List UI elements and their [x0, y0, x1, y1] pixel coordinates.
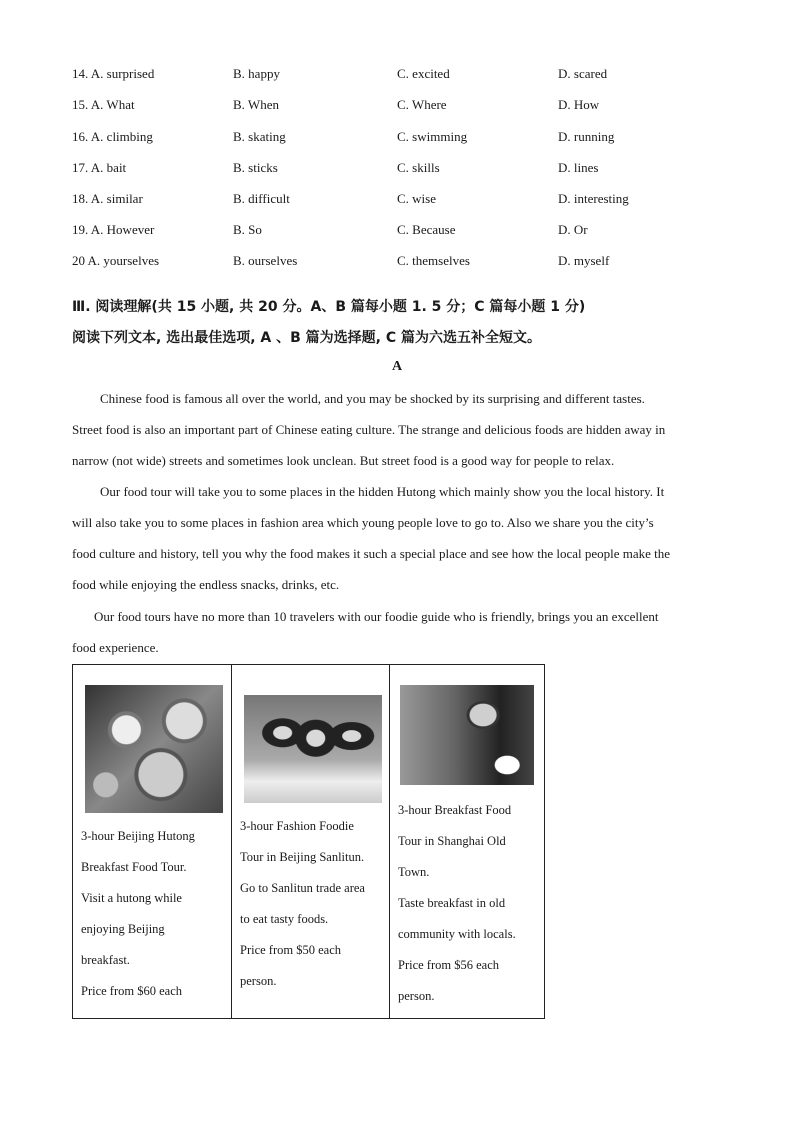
option-c: C. Where	[397, 97, 447, 112]
question-17-options	[0, 160, 794, 180]
question-18-options	[0, 191, 794, 211]
question-15-options	[0, 97, 794, 117]
passage-paragraph-1	[72, 383, 722, 476]
tour-line: Breakfast Food Tour.	[81, 860, 187, 874]
tour-line: breakfast.	[81, 953, 130, 967]
option-b: B. ourselves	[233, 253, 298, 268]
option-d: D. interesting	[558, 191, 629, 206]
option-num: 20 A. yourselves	[72, 253, 160, 268]
tour-description	[398, 795, 516, 1012]
option-d: D. How	[558, 97, 600, 112]
passage-line: narrow (not wide) streets and sometimes look unclean. But street food is a good way for people to relax.	[72, 453, 615, 468]
passage-paragraph-2	[72, 476, 722, 600]
tour-line: Tour in Shanghai Old	[398, 834, 506, 848]
option-c: C. skills	[397, 160, 440, 175]
option-b: B. difficult	[233, 191, 290, 206]
section-heading: Ⅲ. 阅读理解(共 15 小题, 共 20 分。A、B 篇每小题 1. 5 分；C 篇每小题 1 分)	[72, 299, 586, 315]
option-num: 15. A. What	[72, 97, 135, 112]
passage-line: food while enjoying the endless snacks, drinks, etc.	[72, 577, 340, 592]
tour-cell-shanghai	[390, 665, 545, 1019]
tour-cell-beijing-hutong	[73, 665, 232, 1019]
tour-line: 3-hour Breakfast Food	[398, 803, 512, 817]
option-b: B. When	[233, 97, 279, 112]
tour-line: person.	[240, 974, 277, 988]
option-d: D. scared	[558, 66, 608, 81]
tour-line: Taste breakfast in old	[398, 896, 506, 910]
tour-line: Price from $50 each	[240, 943, 342, 957]
tour-cell-sanlitun	[232, 665, 390, 1019]
option-num: 17. A. bait	[72, 160, 127, 175]
question-16-options	[0, 129, 794, 149]
tour-line: 3-hour Fashion Foodie	[240, 819, 354, 833]
tour-line: Price from $56 each	[398, 958, 500, 972]
option-num: 14. A. surprised	[72, 66, 155, 81]
tour-line: Visit a hutong while	[81, 891, 182, 905]
passage-line: food experience.	[72, 640, 159, 655]
section-instruction: 阅读下列文本, 选出最佳选项, A 、B 篇为选择题, C 篇为六选五补全短文。	[72, 330, 541, 346]
friends-at-table-image	[244, 695, 382, 803]
passage-line: Our food tours have no more than 10 travelers with our foodie guide who is friendly, brings you an excellent	[94, 609, 659, 624]
tour-description	[81, 821, 195, 1007]
option-c: C. excited	[397, 66, 450, 81]
tour-line: Go to Sanlitun trade area	[240, 881, 365, 895]
question-20-options	[0, 253, 794, 273]
tour-line: to eat tasty foods.	[240, 912, 329, 926]
passage-line: food culture and history, tell you why the food makes it such a special place and see how the local people make the	[72, 546, 671, 561]
option-d: D. lines	[558, 160, 599, 175]
option-b: B. So	[233, 222, 262, 237]
tour-line: community with locals.	[398, 927, 516, 941]
option-b: B. sticks	[233, 160, 278, 175]
part-label: A	[391, 359, 403, 374]
option-c: C. Because	[397, 222, 456, 237]
tour-line: 3-hour Beijing Hutong	[81, 829, 195, 843]
option-num: 18. A. similar	[72, 191, 143, 206]
tour-line: enjoying Beijing	[81, 922, 165, 936]
option-d: D. myself	[558, 253, 610, 268]
option-c: C. wise	[397, 191, 436, 206]
man-eating-image	[400, 685, 534, 785]
passage-line: Our food tour will take you to some places in the hidden Hutong which mainly show you the local history. It	[100, 484, 665, 499]
option-num: 16. A. climbing	[72, 129, 153, 144]
passage-line: will also take you to some places in fashion area which young people love to go to. Also we share you the city’s	[72, 515, 654, 530]
passage-paragraph-3	[72, 601, 722, 663]
tour-description	[240, 811, 382, 997]
option-b: B. happy	[233, 66, 280, 81]
option-c: C. swimming	[397, 129, 468, 144]
option-c: C. themselves	[397, 253, 470, 268]
tour-line: Town.	[398, 865, 430, 879]
passage-line: Street food is also an important part of Chinese eating culture. The strange and delicious foods are hidden away in	[72, 422, 666, 437]
tour-table	[72, 664, 545, 1019]
breakfast-dishes-image	[85, 685, 223, 813]
option-b: B. skating	[233, 129, 286, 144]
question-19-options	[0, 222, 794, 242]
tour-line: Tour in Beijing Sanlitun.	[240, 850, 365, 864]
option-d: D. Or	[558, 222, 588, 237]
tour-line: Price from $60 each	[81, 984, 183, 998]
question-14-options	[0, 66, 794, 86]
passage-line: Chinese food is famous all over the world, and you may be shocked by its surprising and different tastes.	[100, 391, 645, 406]
tour-line: person.	[398, 989, 435, 1003]
option-num: 19. A. However	[72, 222, 155, 237]
option-d: D. running	[558, 129, 615, 144]
